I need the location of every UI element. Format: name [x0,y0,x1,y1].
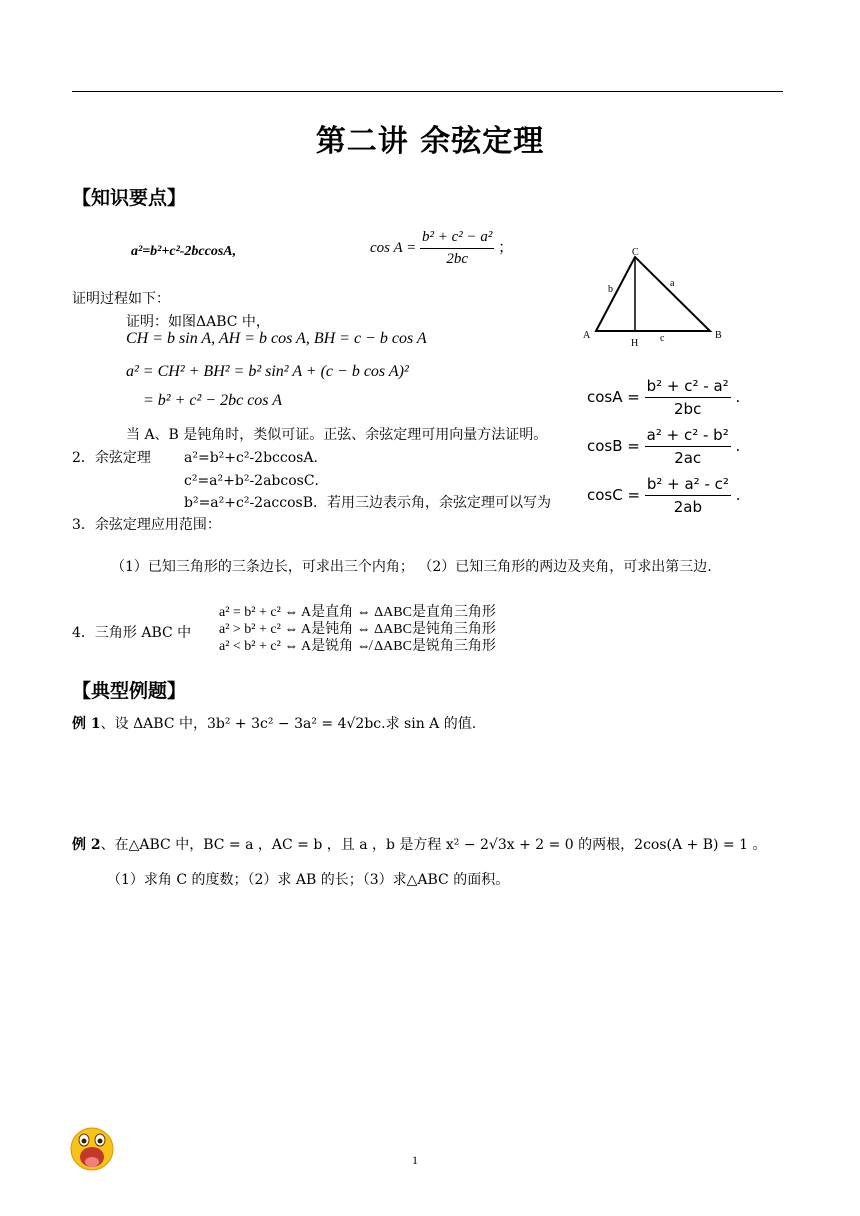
cos-formula-B-lhs: cosB = [587,437,640,455]
item4-line1: a² = b² + c² ⇔ A是直角 ⇔ ΔABC是直角三角形 [219,605,496,620]
formula-cosA-num: b² + c² − a² [420,229,494,249]
cos-formula-B-den: 2ac [674,449,702,467]
item3-label: 3．余弦定理应用范围： [72,517,221,533]
cos-formula-B-tail: . [735,437,741,455]
cos-formula-C-tail: . [735,486,741,504]
example2-questions: （1）求角 C 的度数；（2）求 AB 的长；（3）求△ABC 的面积。 [107,872,510,888]
formula-cosA-tail: ； [498,239,514,256]
proof-line3: a² = CH² + BH² = b² sin² A + (c − b cos A)² [126,363,409,380]
cos-formula-C-lhs: cosC = [587,486,641,504]
page-title: 第二讲 余弦定理 [315,124,545,159]
item3-text: （1）已知三角形的三条边长，可求出三个内角； （2）已知三角形的两边及夹角，可求出第三边. [111,559,712,575]
cos-formula-A-fraction [645,377,731,418]
item4-label: 4．三角形 ABC 中 [72,625,192,641]
example2 [72,834,766,854]
example2-text: 、在△ABC 中，BC = a ，AC = b ，且 a ，b 是方程 x² − 2√3x + 2 = 0 的两根，2cos(A + B) = 1 。 [100,837,767,853]
proof-line4: = b² + c² − 2bc cos A [143,392,282,409]
label-a: a [670,278,675,289]
triangle-outline [596,257,710,331]
proof-line2: CH = b sin A, AH = b cos A, BH = c − b cos A [126,330,427,347]
cos-formula-C-num: b² + a² - c² [645,475,731,496]
formula-cosA-fraction [420,229,494,268]
cos-formula-B [587,426,740,467]
header-rule [72,91,783,92]
item4-line3: a² < b² + c² ⇔ A是锐角 ⇎ ΔABC是锐角三角形 [219,639,496,654]
formula-cosA-lhs: cos A = [370,239,417,256]
item2-eq3: b²=a²+c²-2accosB．若用三边表示角，余弦定理可以写为 [184,495,552,511]
cos-formula-B-fraction [645,426,731,467]
triangle-diagram [580,240,730,350]
label-c: c [660,333,665,344]
item2-eq1: a²=b²+c²-2bccosA． [184,450,328,466]
cos-formula-C-den: 2ab [673,498,702,516]
example2-label: 例 2 [72,837,101,853]
page-number: 1 [412,1153,418,1167]
smiley-face-icon [69,1125,115,1173]
cos-formula-A-tail: . [735,388,741,406]
cos-formula-A [587,377,740,418]
formula-cosA-den: 2bc [446,251,469,267]
label-A: A [583,330,591,341]
formula-cosA [370,229,513,268]
cos-formula-C [587,475,740,516]
label-H: H [631,338,639,349]
cos-formula-A-den: 2bc [674,400,702,418]
formula-main: a²=b²+c²-2bccosA, [131,244,237,259]
cos-formula-A-num: b² + c² - a² [645,377,731,398]
item2-label: 2．余弦定理 [72,450,151,466]
label-C: C [632,247,639,258]
cos-formula-C-fraction [645,475,731,516]
cos-formula-B-num: a² + c² - b² [645,426,731,447]
proof-line1: 证明：如图ΔABC 中， [126,314,270,330]
proof-intro: 证明过程如下： [72,291,170,307]
cos-formula-A-lhs: cosA = [587,388,640,406]
section-examples: 【典型例题】 [72,680,187,702]
example1 [72,713,476,733]
example1-label: 例 1 [72,716,101,732]
item4-line2: a² > b² + c² ⇔ A是钝角 ⇔ ΔABC是钝角三角形 [219,622,496,637]
label-b: b [608,284,613,295]
example1-text: 、设 ΔABC 中，3b² + 3c² − 3a² = 4√2bc.求 sin A 的值. [100,716,477,732]
proof-line5: 当 A、B 是钝角时，类似可证。正弦、余弦定理可用向量方法证明。 [126,427,548,443]
section-knowledge: 【知识要点】 [72,187,187,209]
item2-eq2: c²=a²+b²-2abcosC． [184,473,329,489]
label-B: B [715,330,722,341]
